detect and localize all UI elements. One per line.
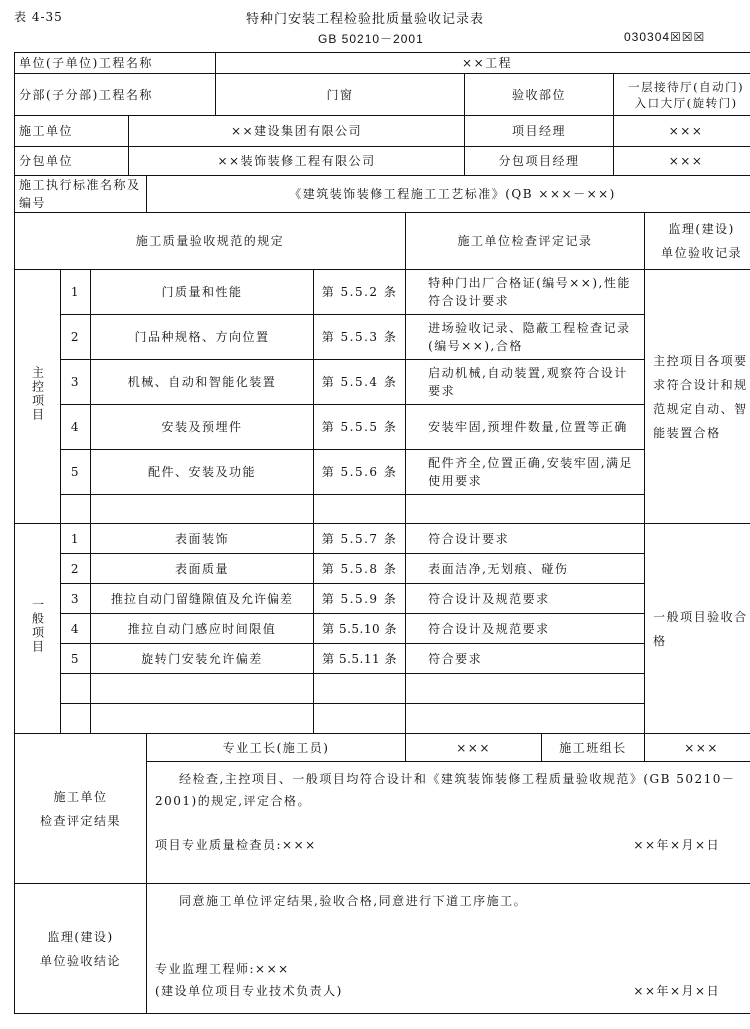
general-item-record: 符合要求	[406, 644, 645, 674]
subcontractor-label: 分包单位	[15, 147, 129, 176]
empty-cell	[314, 495, 406, 524]
empty-cell	[61, 704, 91, 734]
main-item-clause: 第 5.5.6 条	[314, 450, 406, 495]
general-item-clause: 第 5.5.8 条	[314, 554, 406, 584]
general-item-name: 表面装饰	[91, 524, 314, 554]
supervisor-date: ××年×月×日	[633, 984, 721, 998]
empty-cell	[406, 704, 645, 734]
main-item-record: 配件齐全,位置正确,安装牢固,满足使用要求	[406, 450, 645, 495]
main-item-name: 门品种规格、方向位置	[91, 315, 314, 360]
main-item-record: 特种门出厂合格证(编号××),性能符合设计要求	[406, 270, 645, 315]
contractor-label: 施工单位	[15, 116, 129, 147]
general-item-clause: 第 5.5.9 条	[314, 584, 406, 614]
team-leader-label: 施工班组长	[542, 734, 645, 762]
empty-cell	[91, 704, 314, 734]
general-item-clause: 第 5.5.11 条	[314, 644, 406, 674]
standard-value: 《建筑装饰装修工程施工工艺标准》(QB ×××－××)	[147, 176, 750, 213]
part-label: 验收部位	[465, 74, 614, 116]
general-item-record: 符合设计及规范要求	[406, 584, 645, 614]
supervisor-conclusion-label: 监理(建设) 单位验收结论	[15, 884, 147, 1014]
foreman-label: 专业工长(施工员)	[147, 734, 406, 762]
pm-value: ×××	[614, 116, 750, 147]
general-item-name: 推拉自动门留缝隙值及允许偏差	[91, 584, 314, 614]
empty-cell	[91, 495, 314, 524]
main-item-no: 5	[61, 450, 91, 495]
pm-label: 项目经理	[465, 116, 614, 147]
general-item-record: 符合设计及规范要求	[406, 614, 645, 644]
empty-cell	[61, 674, 91, 704]
general-item-no: 5	[61, 644, 91, 674]
general-item-no: 1	[61, 524, 91, 554]
foreman-value: ×××	[406, 734, 542, 762]
check-column-header: 施工单位检查评定记录	[406, 213, 645, 270]
general-item-record: 表面洁净,无划痕、碰伤	[406, 554, 645, 584]
empty-cell	[314, 674, 406, 704]
standard-label: 施工执行标准名称及编号	[15, 176, 147, 213]
supervisor-conclusion-body	[147, 884, 750, 1014]
main-item-name: 配件、安装及功能	[91, 450, 314, 495]
contractor-check-body	[147, 762, 750, 884]
general-item-name: 表面质量	[91, 554, 314, 584]
main-item-clause: 第 5.5.4 条	[314, 360, 406, 405]
supervisor-engineer: 专业监理工程师:×××	[155, 962, 290, 976]
main-item-record: 进场验收记录、隐蔽工程检查记录(编号××),合格	[406, 315, 645, 360]
standard-code: GB 50210－2001	[318, 32, 424, 46]
general-item-no: 4	[61, 614, 91, 644]
main-items-label: 主控项目	[15, 270, 61, 524]
main-item-record: 安装牢固,预埋件数量,位置等正确	[406, 405, 645, 450]
empty-cell	[406, 674, 645, 704]
supervisor-conclusion-text: 同意施工单位评定结果,验收合格,同意进行下道工序施工。	[179, 894, 528, 908]
spec-column-header: 施工质量验收规范的规定	[15, 213, 406, 270]
general-item-no: 3	[61, 584, 91, 614]
contractor-check-text: 经检查,主控项目、一般项目均符合设计和《建筑装饰装修工程质量验收规范》(GB 50210－2001)的规定,评定合格。	[155, 772, 736, 808]
general-items-label: 一般项目	[15, 524, 61, 734]
main-item-name: 门质量和性能	[91, 270, 314, 315]
main-item-no: 2	[61, 315, 91, 360]
part-value: 一层接待厅(自动门) 入口大厅(旋转门)	[614, 74, 750, 116]
general-item-record: 符合设计要求	[406, 524, 645, 554]
team-leader-value: ×××	[645, 734, 750, 762]
general-item-clause: 第 5.5.10 条	[314, 614, 406, 644]
table-number: 表 4-35	[14, 10, 63, 24]
division-value: 门窗	[216, 74, 465, 116]
sub-pm-value: ×××	[614, 147, 750, 176]
main-item-no: 4	[61, 405, 91, 450]
main-item-no: 1	[61, 270, 91, 315]
main-supervisor-result: 主控项目各项要求符合设计和规范规定自动、智能装置合格	[645, 270, 750, 524]
main-item-name: 机械、自动和智能化装置	[91, 360, 314, 405]
general-item-clause: 第 5.5.7 条	[314, 524, 406, 554]
main-item-clause: 第 5.5.5 条	[314, 405, 406, 450]
quality-inspector: 项目专业质量检查员:×××	[155, 838, 317, 852]
main-item-record: 启动机械,自动装置,观察符合设计要求	[406, 360, 645, 405]
unit-name-label: 单位(子单位)工程名称	[15, 53, 216, 74]
general-item-name: 推拉自动门感应时间限值	[91, 614, 314, 644]
contractor-date: ××年×月×日	[633, 838, 721, 852]
main-item-clause: 第 5.5.2 条	[314, 270, 406, 315]
empty-cell	[61, 495, 91, 524]
contractor-check-label: 施工单位 检查评定结果	[15, 734, 147, 884]
main-item-clause: 第 5.5.3 条	[314, 315, 406, 360]
form-code: 030304☒☒☒	[624, 30, 706, 44]
inspection-table	[14, 52, 750, 1014]
sub-pm-label: 分包项目经理	[465, 147, 614, 176]
main-item-no: 3	[61, 360, 91, 405]
contractor-value: ××建设集团有限公司	[129, 116, 465, 147]
unit-name-value: ××工程	[216, 53, 750, 74]
empty-cell	[314, 704, 406, 734]
main-item-name: 安装及预埋件	[91, 405, 314, 450]
division-label: 分部(子分部)工程名称	[15, 74, 216, 116]
owner-representative: (建设单位项目专业技术负责人)	[155, 984, 343, 998]
subcontractor-value: ××装饰装修工程有限公司	[129, 147, 465, 176]
empty-cell	[406, 495, 645, 524]
contractor-signature-line	[155, 834, 750, 856]
supervisor-signature-line	[155, 980, 750, 1002]
page-title: 特种门安装工程检验批质量验收记录表	[246, 12, 485, 27]
empty-cell	[91, 674, 314, 704]
general-item-no: 2	[61, 554, 91, 584]
general-supervisor-result: 一般项目验收合格	[645, 524, 750, 734]
general-item-name: 旋转门安装允许偏差	[91, 644, 314, 674]
supervisor-column-header: 监理(建设) 单位验收记录	[645, 213, 750, 270]
